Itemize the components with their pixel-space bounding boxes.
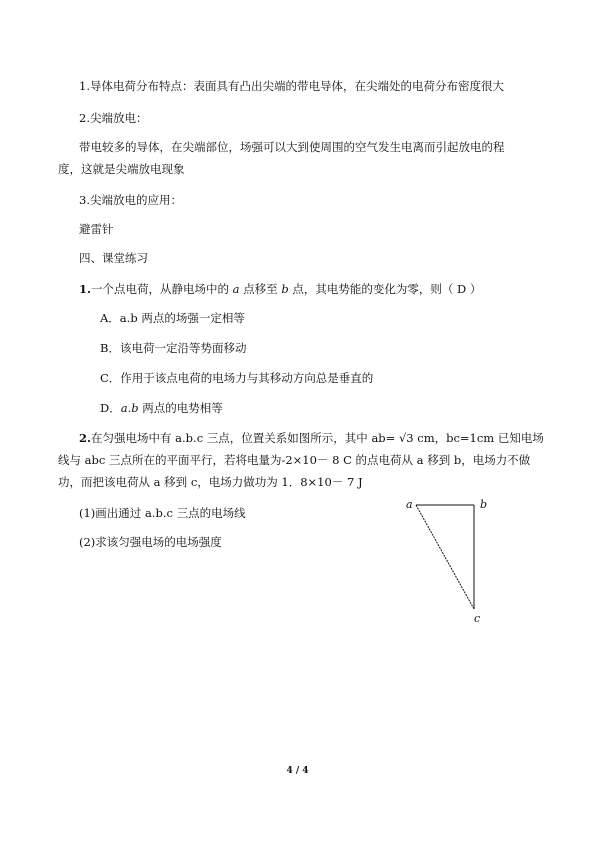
question-1-option-b: B．该电荷一定沿等势面移动 (100, 341, 247, 355)
question-1-text-b: 点移至 (243, 282, 278, 296)
point-3-body: 避雷针 (79, 222, 114, 236)
question-2-sub-2: (2)求该匀强电场的电场强度 (79, 535, 222, 549)
question-2-line-3: 功，而把该电荷从 a 移到 c，电场力做功为 1．8×10－ 7 J (58, 475, 363, 489)
segment-ac (416, 505, 474, 609)
question-1-option-c: C．作用于该点电荷的电场力与其移动方向总是垂直的 (100, 371, 374, 385)
triangle-diagram (400, 490, 500, 630)
question-1-number: 1. (79, 282, 92, 296)
point-2-title: 2.尖端放电： (79, 111, 148, 125)
point-3-title: 3.尖端放电的应用： (79, 193, 182, 207)
question-1-option-d-var: a.b (120, 401, 139, 415)
question-1-var-b: b (281, 282, 289, 296)
question-1-option-d-text: 两点的电势相等 (142, 401, 223, 415)
point-2-body-line-1: 带电较多的导体，在尖端部位，场强可以大到使周围的空气发生电离而引起放电的程 (79, 140, 505, 154)
question-1-option-d (100, 401, 223, 415)
label-c: c (474, 612, 481, 625)
label-a: a (406, 498, 413, 511)
question-2-line-1 (79, 431, 544, 445)
question-2-number: 2. (79, 431, 92, 445)
point-1: 1.导体电荷分布特点：表面具有凸出尖端的带电导体，在尖端处的电荷分布密度很大 (79, 79, 504, 93)
triangle-figure (400, 490, 500, 630)
point-2-body-line-2: 度，这就是尖端放电现象 (58, 162, 185, 176)
question-1-option-a: A．a.b 两点的场强一定相等 (100, 311, 245, 325)
question-1-text-c: 点，其电势能的变化为零，则（ D ） (292, 282, 482, 296)
section-4-title: 四、课堂练习 (79, 251, 148, 265)
page-number: 4 / 4 (286, 766, 309, 776)
question-2-line-1-text: 在匀强电场中有 a.b.c 三点，位置关系如图所示，其中 ab= √3 cm，bc=1cm 已知电场 (91, 431, 544, 445)
question-1-text-a: 一个点电荷，从静电场中的 (91, 282, 230, 296)
question-2-line-2: 线与 abc 三点所在的平面平行，若将电量为-2×10－ 8 C 的点电荷从 a 移到 b，电场力不做 (58, 453, 531, 467)
question-2-sub-1: (1)画出通过 a.b.c 三点的电场线 (79, 506, 246, 520)
label-b: b (480, 498, 488, 511)
question-1-var-a: a (232, 282, 240, 296)
question-1-option-d-prefix: D． (100, 401, 121, 415)
question-1 (79, 282, 481, 296)
